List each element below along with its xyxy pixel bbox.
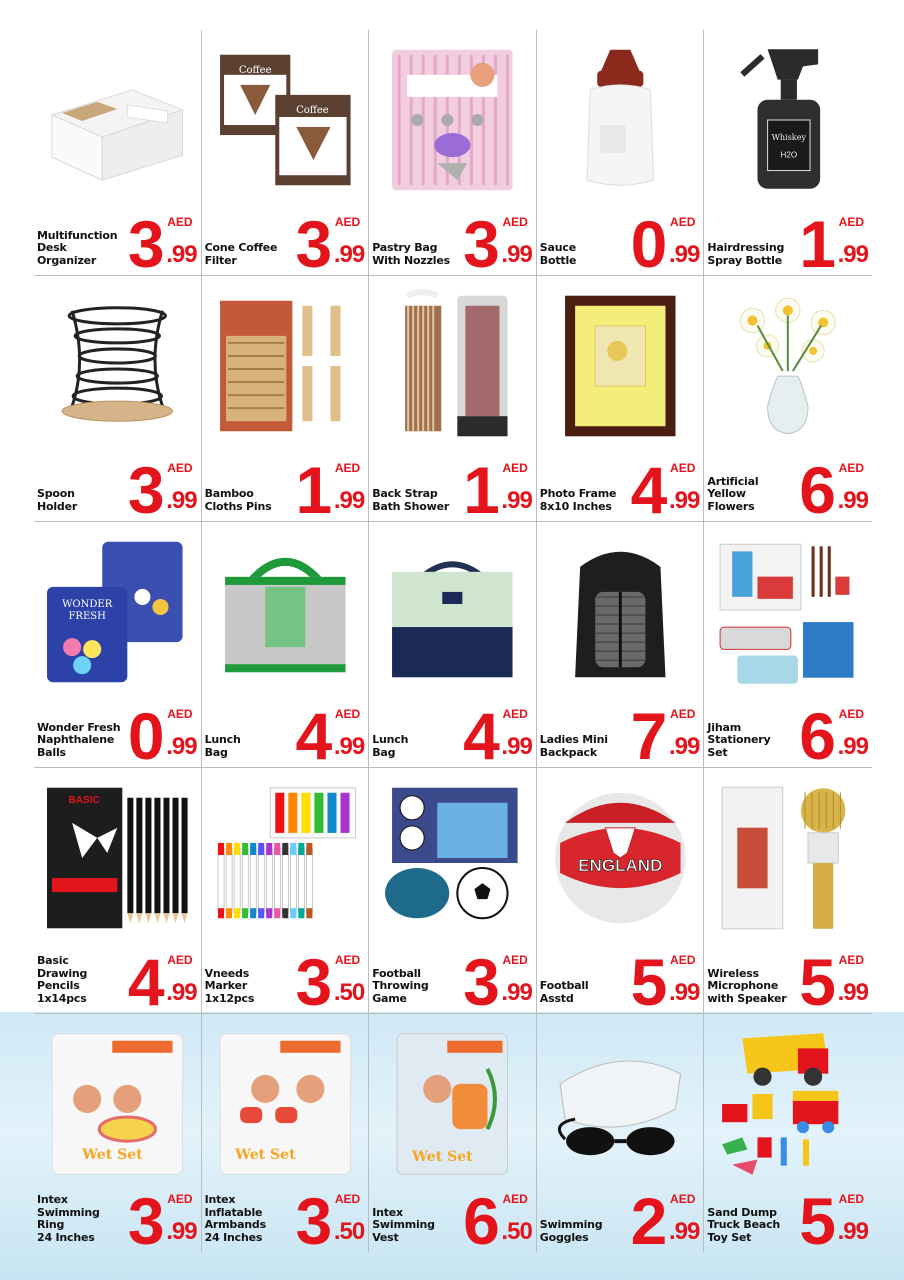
currency-label: AED bbox=[670, 1192, 696, 1206]
price-decimal: .50 bbox=[501, 1218, 532, 1245]
currency-label: AED bbox=[502, 707, 528, 721]
product-name-line: Swimming bbox=[539, 1218, 603, 1231]
product-name bbox=[205, 488, 293, 513]
price-tag bbox=[452, 699, 532, 773]
price-whole: 3 bbox=[295, 207, 331, 281]
pencils-icon bbox=[42, 774, 193, 942]
currency-label: AED bbox=[167, 215, 193, 229]
price-decimal: .99 bbox=[333, 487, 365, 514]
currency-label: AED bbox=[670, 461, 696, 475]
price-decimal: .99 bbox=[501, 979, 532, 1006]
product-cell[interactable] bbox=[537, 1014, 705, 1258]
price-tag bbox=[284, 207, 365, 281]
product-name bbox=[372, 734, 460, 759]
currency-label: AED bbox=[502, 215, 528, 229]
product-cell[interactable] bbox=[369, 276, 537, 527]
currency-label: AED bbox=[670, 953, 696, 967]
product-name-line: 8x10 Inches bbox=[539, 499, 612, 513]
price-decimal: .99 bbox=[669, 487, 700, 514]
product-name-line: Swimming Vest bbox=[372, 1218, 435, 1244]
product-name-line: Wireless bbox=[707, 966, 759, 980]
price-whole: 5 bbox=[799, 1184, 834, 1258]
product-name-line: Armbands bbox=[204, 1218, 266, 1231]
product-cell[interactable] bbox=[34, 1014, 202, 1258]
product-name bbox=[205, 1194, 293, 1244]
product-cell[interactable] bbox=[202, 522, 370, 773]
product-name bbox=[37, 1194, 125, 1244]
product-name-line: Sand Dump bbox=[707, 1205, 777, 1219]
product-name-line: Jiham bbox=[707, 720, 741, 734]
product-name-line: Naphthalene bbox=[37, 733, 115, 746]
product-name bbox=[707, 968, 795, 1006]
price-whole: 0 bbox=[127, 699, 163, 773]
product-name-line: Lunch bbox=[204, 733, 241, 746]
product-name-line: Hairdressing bbox=[707, 241, 785, 254]
cloth-pins-icon bbox=[210, 282, 361, 450]
desk-organizer-icon bbox=[42, 36, 193, 204]
price-whole: 6 bbox=[463, 1184, 498, 1258]
product-name bbox=[37, 230, 125, 268]
product-cell[interactable] bbox=[34, 30, 202, 281]
product-name-line: Marker bbox=[204, 979, 248, 992]
product-name-line: Set bbox=[707, 745, 728, 759]
price-tag bbox=[284, 699, 365, 773]
ball-print-text: ENGLAND bbox=[577, 856, 663, 876]
price-tag bbox=[117, 699, 197, 773]
pastry-bag-pack-icon bbox=[377, 36, 528, 204]
product-name bbox=[205, 242, 293, 267]
product-name-line: Basic bbox=[37, 954, 69, 967]
price-decimal: .99 bbox=[669, 979, 700, 1006]
price-tag bbox=[117, 207, 197, 281]
price-whole: 3 bbox=[295, 1184, 331, 1258]
currency-label: AED bbox=[167, 461, 193, 475]
price-decimal: .99 bbox=[837, 1218, 868, 1245]
price-tag bbox=[452, 453, 532, 527]
price-tag bbox=[788, 207, 868, 281]
price-decimal: .99 bbox=[166, 487, 197, 514]
price-tag bbox=[452, 207, 532, 281]
product-name-line: Spoon bbox=[37, 487, 75, 500]
product-name-line: Bag bbox=[372, 745, 396, 759]
price-whole: 0 bbox=[630, 207, 666, 281]
product-name bbox=[707, 242, 795, 267]
currency-label: AED bbox=[334, 707, 361, 721]
product-cell[interactable] bbox=[537, 30, 705, 281]
product-name-line: 1x12pcs bbox=[204, 991, 255, 1005]
currency-label: AED bbox=[838, 215, 864, 229]
price-whole: 7 bbox=[630, 699, 666, 773]
swim-vest-pack-icon bbox=[377, 1020, 528, 1188]
svg-text:H2O: H2O bbox=[780, 150, 798, 160]
product-name-line: Bamboo bbox=[204, 487, 254, 500]
price-whole: 4 bbox=[463, 699, 498, 773]
backpack-icon bbox=[545, 528, 696, 696]
product-name-line: Game bbox=[372, 991, 407, 1005]
currency-label: AED bbox=[334, 953, 361, 967]
currency-label: AED bbox=[167, 953, 193, 967]
product-name bbox=[540, 734, 628, 759]
currency-label: AED bbox=[167, 1192, 193, 1206]
price-whole: 3 bbox=[127, 207, 163, 281]
product-name-line: Backpack bbox=[539, 745, 597, 759]
product-name bbox=[37, 722, 125, 760]
svg-text:FRESH: FRESH bbox=[68, 611, 106, 623]
product-cell[interactable] bbox=[34, 276, 202, 527]
price-whole: 5 bbox=[799, 945, 834, 1019]
product-name bbox=[372, 488, 460, 513]
price-tag bbox=[619, 453, 700, 527]
product-name bbox=[372, 1207, 460, 1245]
currency-label: AED bbox=[334, 215, 361, 229]
price-tag bbox=[619, 945, 700, 1019]
product-name bbox=[540, 980, 628, 1005]
product-cell[interactable] bbox=[202, 276, 370, 527]
currency-label: AED bbox=[334, 461, 361, 475]
product-name-line: Wonder Fresh bbox=[37, 720, 121, 734]
stationery-set-icon bbox=[712, 528, 864, 696]
svg-text:Wet Set: Wet Set bbox=[234, 1147, 296, 1164]
product-name-line: Bag bbox=[204, 745, 228, 759]
product-cell[interactable] bbox=[34, 768, 202, 1019]
price-tag bbox=[619, 699, 700, 773]
product-name-line: Stationery bbox=[707, 733, 771, 746]
product-name bbox=[37, 955, 125, 1005]
product-name-line: Asstd bbox=[539, 991, 574, 1005]
price-decimal: .99 bbox=[166, 979, 197, 1006]
lunch-bag-green-icon bbox=[210, 528, 361, 696]
product-name-line: Toy Set bbox=[707, 1230, 752, 1244]
price-decimal: .99 bbox=[501, 733, 532, 760]
product-name bbox=[372, 968, 460, 1006]
product-name-line: Cone Coffee bbox=[204, 241, 278, 254]
product-name-line: Inflatable bbox=[204, 1205, 263, 1219]
currency-label: AED bbox=[838, 1192, 864, 1206]
product-cell[interactable] bbox=[704, 522, 872, 773]
price-whole: 3 bbox=[295, 945, 331, 1019]
price-whole: 6 bbox=[799, 453, 834, 527]
product-cell[interactable] bbox=[369, 1014, 537, 1258]
currency-label: AED bbox=[502, 1192, 528, 1206]
price-decimal: .99 bbox=[837, 487, 868, 514]
product-grid bbox=[34, 30, 872, 1258]
price-tag bbox=[117, 1184, 197, 1258]
product-cell[interactable] bbox=[202, 30, 370, 281]
product-name-line: Photo Frame bbox=[539, 487, 617, 500]
product-name-line: Cloths Pins bbox=[204, 499, 272, 513]
microphone-icon bbox=[712, 774, 864, 942]
price-tag bbox=[619, 207, 700, 281]
price-tag bbox=[284, 1184, 365, 1258]
price-tag bbox=[117, 945, 197, 1019]
price-decimal: .99 bbox=[166, 1218, 197, 1245]
product-name bbox=[707, 722, 795, 760]
product-name-line: Vneeds bbox=[204, 966, 250, 980]
currency-label: AED bbox=[670, 707, 696, 721]
product-name-line: Ladies Mini bbox=[539, 733, 608, 746]
price-whole: 4 bbox=[630, 453, 666, 527]
svg-text:Wet Set: Wet Set bbox=[412, 1149, 473, 1166]
product-name-line: Truck Beach bbox=[707, 1218, 781, 1231]
product-name bbox=[707, 476, 795, 514]
product-cell[interactable] bbox=[369, 30, 537, 281]
product-cell[interactable] bbox=[704, 1014, 872, 1258]
product-name-line: Microphone bbox=[707, 979, 779, 992]
svg-text:Coffee: Coffee bbox=[295, 104, 329, 116]
product-name bbox=[540, 242, 628, 267]
product-cell[interactable] bbox=[369, 768, 537, 1019]
price-whole: 1 bbox=[463, 453, 498, 527]
price-decimal: .99 bbox=[669, 733, 700, 760]
price-tag bbox=[788, 453, 868, 527]
product-name-line: Pastry Bag bbox=[372, 241, 438, 254]
product-cell[interactable] bbox=[537, 522, 705, 773]
product-name bbox=[707, 1207, 795, 1245]
product-name-line: Goggles bbox=[539, 1230, 589, 1244]
product-cell[interactable] bbox=[369, 522, 537, 773]
product-cell[interactable] bbox=[34, 522, 202, 773]
product-name-line: Filter bbox=[204, 253, 237, 267]
price-whole: 3 bbox=[127, 453, 163, 527]
armbands-pack-icon bbox=[210, 1020, 361, 1188]
product-name bbox=[540, 488, 628, 513]
product-name-line: 24 Inches bbox=[37, 1230, 95, 1244]
price-whole: 5 bbox=[630, 945, 666, 1019]
product-name-line: with Speaker bbox=[707, 991, 787, 1005]
product-name-line: Bottle bbox=[539, 253, 577, 267]
price-decimal: .99 bbox=[166, 241, 197, 268]
price-whole: 6 bbox=[799, 699, 834, 773]
product-name-line: Throwing bbox=[372, 979, 429, 992]
product-name-line: Back Strap bbox=[372, 487, 438, 500]
price-tag bbox=[788, 1184, 868, 1258]
product-name-line: 1x14pcs bbox=[37, 991, 87, 1005]
sauce-bottle-icon bbox=[545, 36, 696, 204]
price-decimal: .99 bbox=[837, 979, 868, 1006]
bath-strap-icon bbox=[377, 282, 528, 450]
product-cell[interactable] bbox=[704, 30, 872, 281]
sand-truck-icon bbox=[712, 1020, 864, 1188]
price-decimal: .99 bbox=[501, 241, 532, 268]
product-name-line: Intex bbox=[37, 1193, 68, 1206]
product-name bbox=[205, 968, 293, 1006]
product-name-line: With Nozzles bbox=[372, 253, 450, 267]
price-tag bbox=[284, 945, 365, 1019]
product-name-line: Spray Bottle bbox=[707, 253, 782, 267]
price-decimal: .50 bbox=[333, 979, 365, 1006]
price-whole: 3 bbox=[127, 1184, 163, 1258]
price-whole: 1 bbox=[799, 207, 834, 281]
photo-frame-icon bbox=[545, 282, 696, 450]
product-cell[interactable] bbox=[202, 768, 370, 1019]
product-name-line: Football bbox=[372, 966, 421, 980]
svg-text:Coffee: Coffee bbox=[238, 64, 272, 76]
price-whole: 1 bbox=[295, 453, 331, 527]
swim-ring-pack-icon bbox=[42, 1020, 193, 1188]
product-cell[interactable] bbox=[704, 276, 872, 527]
product-cell[interactable] bbox=[537, 768, 705, 1019]
price-whole: 2 bbox=[630, 1184, 666, 1258]
coffee-filter-box-icon bbox=[210, 36, 361, 204]
price-whole: 3 bbox=[463, 207, 498, 281]
product-name-line: Intex bbox=[372, 1205, 403, 1219]
price-tag bbox=[452, 1184, 532, 1258]
currency-label: AED bbox=[670, 215, 696, 229]
product-name-line: Bath Shower bbox=[372, 499, 450, 513]
product-name-line: Swimming Ring bbox=[37, 1205, 100, 1231]
markers-icon bbox=[210, 774, 361, 942]
currency-label: AED bbox=[838, 461, 864, 475]
product-cell[interactable] bbox=[537, 276, 705, 527]
goggles-icon bbox=[545, 1020, 696, 1188]
price-tag bbox=[788, 699, 868, 773]
product-name-line: Desk Organizer bbox=[37, 241, 97, 267]
product-name-line: 24 Inches bbox=[204, 1230, 263, 1244]
price-decimal: .99 bbox=[669, 241, 700, 268]
spoon-holder-icon bbox=[42, 282, 193, 450]
price-decimal: .99 bbox=[166, 733, 197, 760]
product-name-line: Yellow Flowers bbox=[707, 487, 755, 513]
price-tag bbox=[788, 945, 868, 1019]
price-decimal: .99 bbox=[669, 1218, 700, 1245]
product-name-line: Football bbox=[539, 979, 589, 992]
product-name-line: Lunch bbox=[372, 733, 409, 746]
product-cell[interactable] bbox=[202, 1014, 370, 1258]
currency-label: AED bbox=[838, 707, 864, 721]
product-name-line: Intex bbox=[204, 1193, 236, 1206]
svg-text:Whiskey: Whiskey bbox=[771, 132, 807, 143]
price-tag bbox=[117, 453, 197, 527]
price-decimal: .50 bbox=[333, 1218, 365, 1245]
flower-vase-icon bbox=[712, 282, 864, 450]
price-decimal: .99 bbox=[837, 241, 868, 268]
product-name bbox=[540, 1219, 628, 1244]
product-name-line: Sauce bbox=[539, 241, 576, 254]
product-name-line: Artificial bbox=[707, 474, 759, 488]
currency-label: AED bbox=[502, 461, 528, 475]
price-tag bbox=[452, 945, 532, 1019]
svg-text:Wet Set: Wet Set bbox=[82, 1147, 143, 1164]
product-name-line: Multifunction bbox=[37, 228, 118, 242]
product-name bbox=[372, 242, 460, 267]
price-decimal: .99 bbox=[333, 241, 365, 268]
spray-bottle-icon bbox=[712, 36, 864, 204]
currency-label: AED bbox=[334, 1192, 361, 1206]
price-decimal: .99 bbox=[837, 733, 868, 760]
currency-label: AED bbox=[838, 953, 864, 967]
currency-label: AED bbox=[167, 707, 193, 721]
product-name bbox=[37, 488, 125, 513]
lunch-bag-navy-icon bbox=[377, 528, 528, 696]
svg-text:BASIC: BASIC bbox=[68, 794, 100, 806]
product-cell[interactable] bbox=[704, 768, 872, 1019]
product-name-line: Drawing Pencils bbox=[37, 966, 88, 992]
currency-label: AED bbox=[502, 953, 528, 967]
product-name-line: Holder bbox=[37, 499, 78, 513]
price-whole: 3 bbox=[463, 945, 498, 1019]
football-icon bbox=[545, 774, 696, 942]
svg-text:WONDER: WONDER bbox=[62, 598, 113, 610]
product-name bbox=[205, 734, 293, 759]
price-whole: 4 bbox=[127, 945, 163, 1019]
throwing-game-icon bbox=[377, 774, 528, 942]
price-whole: 4 bbox=[295, 699, 331, 773]
naphthalene-balls-icon bbox=[42, 528, 193, 696]
price-tag bbox=[284, 453, 365, 527]
product-name-line: Balls bbox=[37, 745, 66, 759]
price-decimal: .99 bbox=[501, 487, 532, 514]
price-tag bbox=[619, 1184, 700, 1258]
price-decimal: .99 bbox=[333, 733, 365, 760]
